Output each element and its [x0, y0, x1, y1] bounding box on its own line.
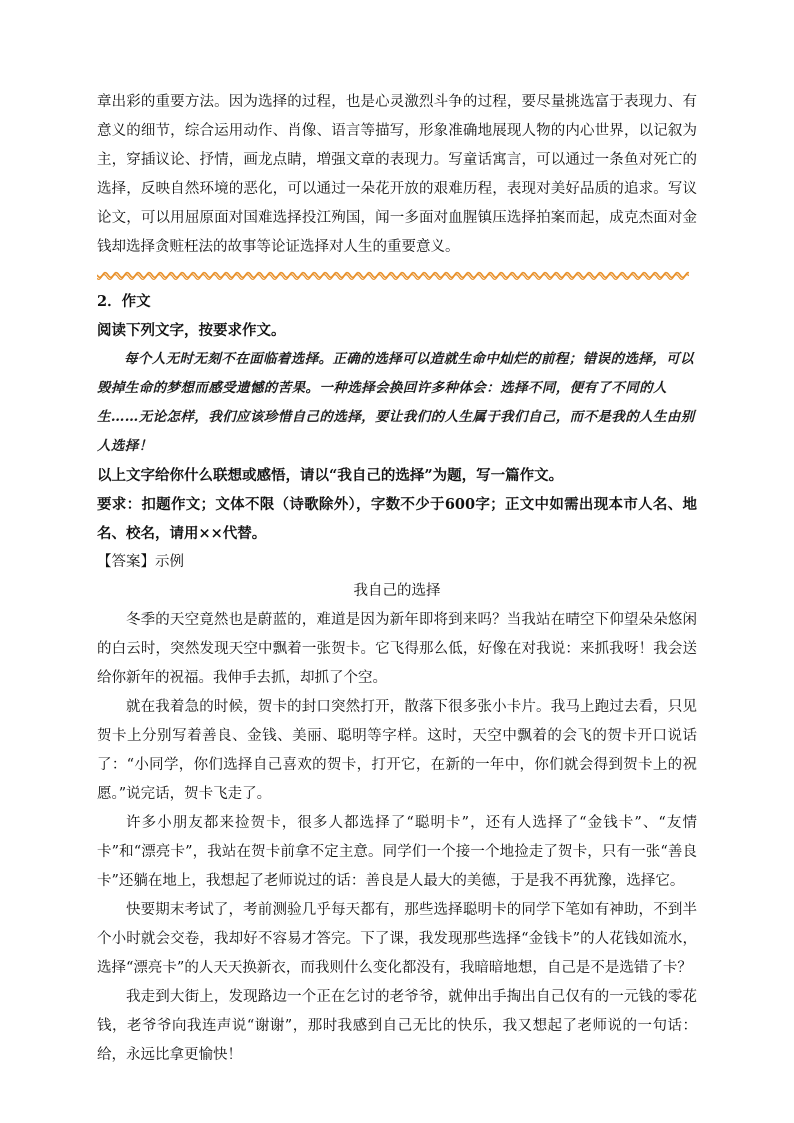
essay-paragraph-3: 许多小朋友都来捡贺卡，很多人都选择了“聪明卡”，还有人选择了“金钱卡”、“友情卡”和“漂亮卡”，我站在贺卡前拿不定主意。同学们一个接一个地捡走了贺卡，只有一张“善良卡”还躺在地上，我想起了老师说过的话：善良是人最大的美德，于是我不再犹豫，选择它。 [97, 815, 697, 889]
intro-paragraph: 章出彩的重要方法。因为选择的过程，也是心灵激烈斗争的过程，要尽量挑选富于表现力、有意义的细节，综合运用动作、肖像、语言等描写，形象准确地展现人物的内心世界，以记叙为主，穿插议论、抒情，画龙点睛，増强文章的表现力。写童话寓言，可以通过一条鱼对死亡的选择，反映自然环境的恶化，可以通过一朵花开放的艰难历程，表现对美好品质的追求。写议论文，可以用屈原面对国难选择投江殉国，闻一多面对血腥镇压选择拍案而起，成克杰面对金钱却选择贪赃枉法的故事等论证选择对人生的重要意义。 [97, 94, 697, 255]
requirement-text: 要求：扣题作文；文体不限（诗歌除外），字数不少于600字；正文中如需出现本市人名、地名、校名，请用××代替。 [97, 496, 697, 542]
answer-tag: 【答案】 [97, 554, 155, 570]
essay-paragraph-2: 就在我着急的时候，贺卡的封口突然打开，散落下很多张小卡片。我马上跑过去看，只见贺卡上分别写着善良、金钱、美丽、聪明等字样。这时，天空中飘着的会飞的贺卡开口说话了：“小同学，你们选择自己喜欢的贺卡，打开它，在新的一年中，你们就会得到贺卡上的祝愿。”说完话，贺卡飞走了。 [97, 699, 697, 802]
section-heading: 2．作文 [97, 293, 151, 310]
instruction-text: 阅读下列文字，按要求作文。 [97, 322, 286, 339]
wavy-divider [97, 271, 689, 281]
quote-passage: 每个人无时无刻不在面临着选择。正确的选择可以造就生命中灿烂的前程；错误的选择，可以毁掉生命的梦想而感受遗憾的苦果。一种选择会换回许多种体会：选择不同，便有了不同的人生……无论怎样，我们应该珍惜自己的选择，要让我们的人生属于我们自己，而不是我的人生由别人选择！ [97, 351, 695, 454]
answer-line [97, 548, 697, 577]
essay-title: 我自己的选择 [353, 583, 441, 599]
page-content [97, 88, 697, 1070]
answer-label: 示例 [155, 554, 184, 570]
essay-paragraph-5: 我走到大街上，发现路边一个正在乞讨的老爷爷，就伸出手掏出自己仅有的一元钱的零花钱，老爷爷向我连声说“谢谢”，那时我感到自己无比的快乐，我又想起了老师说的一句话：给，永远比拿更愉快！ [97, 989, 697, 1063]
essay-paragraph-1: 冬季的天空竟然也是蔚蓝的，难道是因为新年即将到来吗？当我站在晴空下仰望朵朵悠闲的白云时，突然发现天空中飘着一张贺卡。它飞得那么低，好像在对我说：来抓我呀！我会送给你新年的祝福。我伸手去抓，却抓了个空。 [97, 612, 697, 686]
essay-paragraph-4: 快要期末考试了，考前测验几乎每天都有，那些选择聪明卡的同学下笔如有神助，不到半个小时就会交卷，我却好不容易才答完。下了课，我发现那些选择“金钱卡”的人花钱如流水，选择“漂亮卡”的人天天换新衣，而我则什么变化都没有，我暗暗地想，自己是不是选错了卡？ [97, 902, 697, 976]
prompt-text: 以上文字给你什么联想或感悟，请以“我自己的选择”为题，写一篇作文。 [97, 467, 564, 484]
